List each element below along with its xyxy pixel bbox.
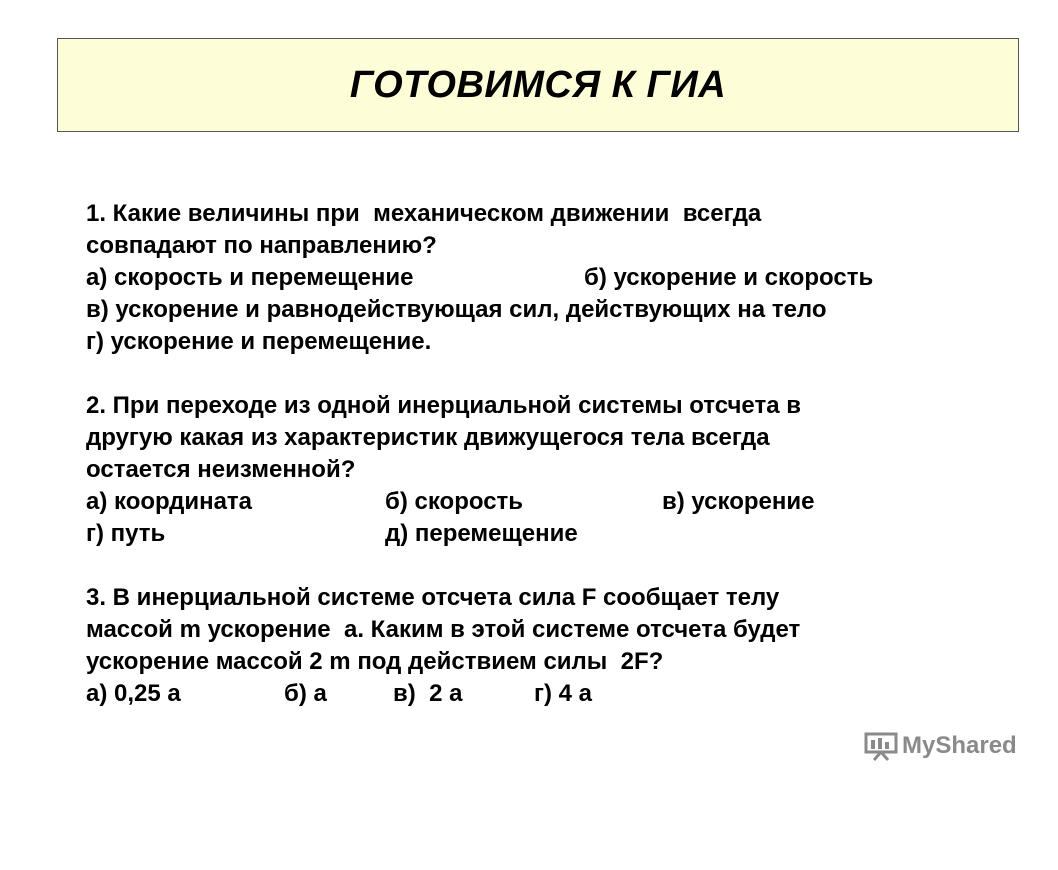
answer-option: б) a <box>284 680 327 707</box>
answer-option: г) ускорение и перемещение. <box>86 328 432 355</box>
answer-row <box>86 486 1016 518</box>
question-text-line: массой m ускорение a. Каким в этой системе отсчета будет <box>86 616 801 643</box>
answer-row <box>86 518 1016 550</box>
question-text-line: ускорение массой 2 m под действием силы 2F? <box>86 648 664 675</box>
answer-option: б) скорость <box>385 488 524 515</box>
watermark[interactable] <box>864 731 1017 761</box>
answer-row <box>86 678 1016 710</box>
title-banner <box>57 38 1019 132</box>
answer-option: г) 4 a <box>534 680 593 707</box>
answer-option: б) ускорение и скорость <box>584 264 874 291</box>
answer-option: д) перемещение <box>385 520 578 547</box>
question-1 <box>86 198 1016 358</box>
question-text-line: остается неизменной? <box>86 456 356 483</box>
question-3 <box>86 582 1016 710</box>
answer-option: а) 0,25 a <box>86 680 181 707</box>
answer-option: в) 2 a <box>393 680 463 707</box>
answer-row <box>86 262 1016 294</box>
answer-option: г) путь <box>86 520 166 547</box>
presentation-board-icon <box>864 731 898 761</box>
question-text-line: другую какая из характеристик движущегося тела всегда <box>86 424 770 451</box>
answer-option: а) скорость и перемещение <box>86 264 414 291</box>
question-text-line: 1. Какие величины при механическом движении всегда <box>86 200 762 227</box>
answer-option: в) ускорение и равнодействующая сил, действующих на тело <box>86 296 827 323</box>
question-text-line: 2. При переходе из одной инерциальной системы отсчета в <box>86 392 801 419</box>
question-2 <box>86 390 1016 550</box>
watermark-text: MyShared <box>902 732 1017 759</box>
question-text-line: совпадают по направлению? <box>86 232 437 259</box>
question-text-line: 3. В инерциальной системе отсчета сила F сообщает телу <box>86 584 780 611</box>
answer-option: а) координата <box>86 488 253 515</box>
questions-block <box>86 198 1016 710</box>
answer-option: в) ускорение <box>662 488 815 515</box>
page-title: ГОТОВИМСЯ К ГИА <box>349 63 727 106</box>
